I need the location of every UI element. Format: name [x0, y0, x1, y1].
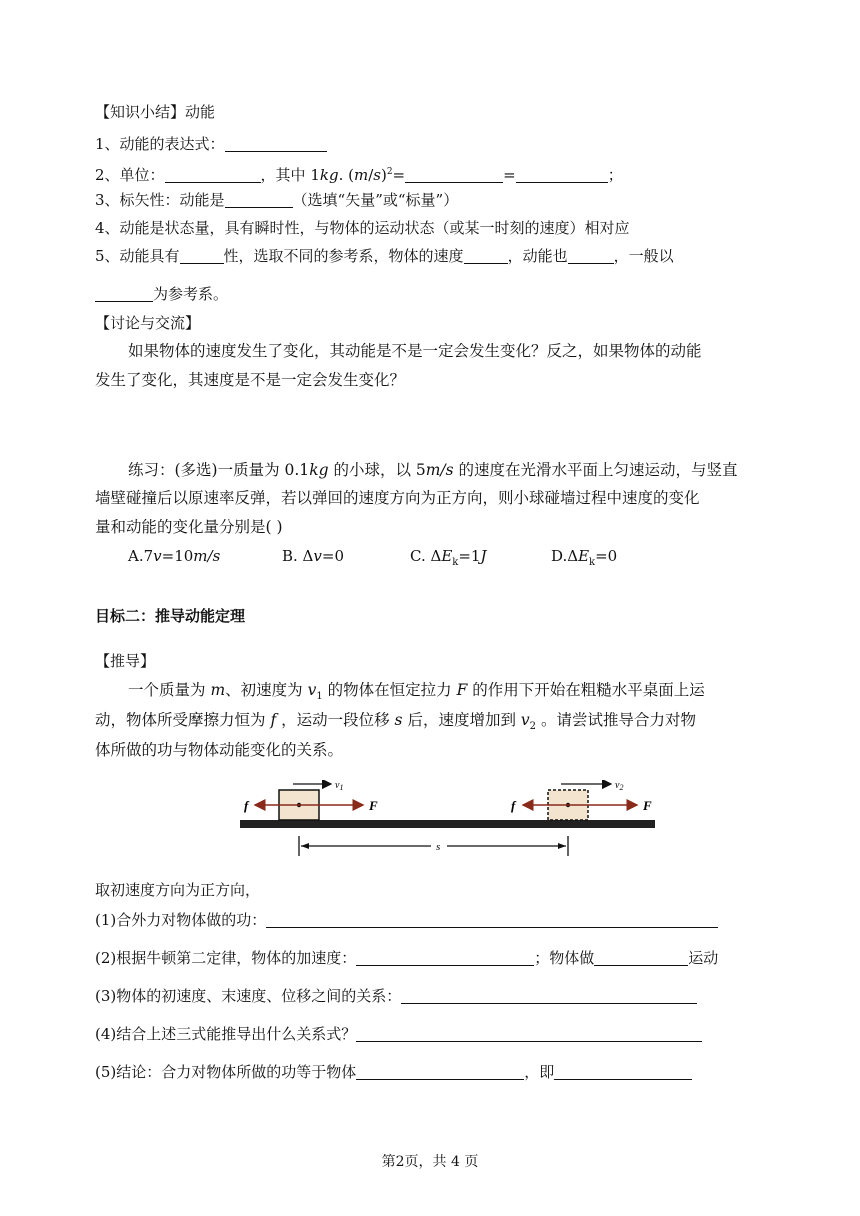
discussion-title: 【讨论与交流】 [95, 314, 201, 332]
opt-a-v: v [153, 547, 162, 565]
relation-blank[interactable] [356, 1027, 702, 1042]
summary-item-5-cont [95, 284, 228, 304]
item2-eq2: = [503, 166, 516, 184]
option-b[interactable] [282, 546, 344, 566]
step1-text: (1)合外力对物体做的功： [95, 911, 267, 929]
summary-title: 【知识小结】动能 [95, 103, 216, 121]
item5-text-a: 5、动能具有 [95, 247, 180, 265]
step2-text-b: ；物体做 [534, 949, 595, 967]
scalar-vector-blank[interactable] [225, 193, 293, 208]
work-blank[interactable] [266, 913, 718, 928]
kinematics-blank[interactable] [401, 989, 697, 1004]
item2-end: ； [607, 166, 623, 184]
v2-symbol: v [615, 780, 620, 791]
p1-m: m [210, 681, 226, 699]
derive-title: 【推导】 [95, 652, 156, 670]
kinetic-energy-blank[interactable] [568, 249, 614, 264]
opt-b-text: B. Δ [282, 547, 314, 565]
p2-d: 。请尝试推导合力对物 [536, 711, 696, 729]
ex-text-c: 的速度在光滑水平面上匀速运动，与竖直 [453, 461, 738, 479]
exercise-line-2: 墙壁碰撞后以原速率反弹，若以弹回的速度方向为正方向，则小球碰墙过程中速度的变化 [95, 489, 700, 507]
opt-c-text: C. Δ [410, 547, 442, 565]
item3-text-b: （选填“矢量”或“标量”） [292, 191, 459, 209]
velocity-blank[interactable] [464, 249, 508, 264]
summary-item-4: 4、动能是状态量，具有瞬时性，与物体的运动状态（或某一时刻的速度）相对应 [95, 219, 630, 237]
p2-v-sub: 2 [529, 721, 537, 733]
p1-a: 一个质量为 [128, 681, 211, 699]
reference-frame-blank[interactable] [95, 287, 153, 302]
p2-f: f [270, 711, 277, 729]
p1-b: 、初速度为 [225, 681, 308, 699]
derive-para-3: 体所做的功与物体动能变化的关系。 [95, 741, 344, 759]
summary-item-5 [95, 246, 674, 266]
item5-text-e: 为参考系。 [153, 285, 229, 303]
force-label-1: F [369, 798, 378, 813]
item2-sup: 2 [386, 167, 393, 177]
opt-c-e: E [441, 547, 453, 565]
step3-text: (3)物体的初速度、末速度、位移之间的关系： [95, 987, 402, 1005]
derive-para-1 [128, 680, 705, 707]
item1-text: 1、动能的表达式： [95, 135, 225, 153]
item5-text-d: ，一般以 [613, 247, 674, 265]
opt-c-text-b: =1 [458, 547, 481, 565]
step2-text-a: (2)根据牛顿第二定律，物体的加速度： [95, 949, 357, 967]
friction-label-1: f [244, 798, 249, 813]
relativity-blank[interactable] [180, 249, 224, 264]
p1-d: 的作用下开始在粗糙水平桌面上运 [467, 681, 705, 699]
step2-text-c: 运动 [688, 949, 719, 967]
p2-c: 后，速度增加到 [402, 711, 521, 729]
v2-sub: 2 [619, 783, 624, 792]
v1-symbol: v [335, 780, 340, 791]
displacement-label: s [436, 841, 441, 853]
step-2 [95, 948, 718, 968]
v1-sub: 1 [339, 783, 344, 792]
discussion-line-1: 如果物体的速度发生了变化，其动能是不是一定会发生变化？反之，如果物体的动能 [128, 342, 702, 360]
item2-text-a: 2、单位： [95, 166, 165, 184]
opt-d-text-b: =0 [595, 547, 618, 565]
opt-d-e: E [578, 547, 590, 565]
force-label-2: F [643, 798, 652, 813]
item2-s: s [373, 166, 381, 184]
summary-item-2 [95, 162, 623, 185]
unit-eq-blank-1[interactable] [405, 168, 503, 183]
p2-a: 动，物体所受摩擦力恒为 [95, 711, 271, 729]
p2-b: ，运动一段位移 [276, 711, 395, 729]
opt-b-v: v [313, 547, 322, 565]
item5-text-b: 性，选取不同的参考系，物体的速度 [223, 247, 464, 265]
item2-eq1: = [392, 166, 406, 184]
p2-s: s [394, 711, 403, 729]
item5-text-c: ，动能也 [507, 247, 568, 265]
step-5 [95, 1062, 692, 1082]
ex-ms: m/s [425, 461, 454, 479]
opt-a-text-b: =10 [161, 547, 194, 565]
step4-text: (4)结合上述三式能推导出什么关系式？ [95, 1025, 357, 1043]
disp-arrow-right [558, 843, 566, 849]
opt-c-j: J [480, 547, 487, 565]
step-4 [95, 1024, 702, 1044]
conclusion-blank-2[interactable] [554, 1065, 692, 1080]
v1-label [335, 780, 343, 792]
item2-slash: / [368, 166, 374, 184]
opt-a-ms: m/s [193, 547, 221, 565]
option-d[interactable] [551, 546, 617, 573]
opt-b-text-b: =0 [321, 547, 345, 565]
step5-text-b: ，即 [524, 1063, 555, 1081]
ex-kg: kg [309, 461, 329, 479]
goal2-title: 目标二：推导动能定理 [95, 607, 246, 625]
item2-paren: ) [380, 166, 387, 184]
opt-d-k: k [589, 557, 596, 568]
exercise-line-3: 量和动能的变化量分别是( ) [95, 518, 283, 536]
ex-text-a: 练习：(多选)一质量为 0.1 [128, 461, 310, 479]
expression-blank[interactable] [225, 137, 327, 152]
unit-blank[interactable] [165, 168, 261, 183]
ex-text-b: 的小球，以 5 [328, 461, 426, 479]
p1-F: F [456, 681, 468, 699]
disp-arrow-left [301, 843, 309, 849]
conclusion-blank-1[interactable] [356, 1065, 524, 1080]
p1-c: 的物体在恒定拉力 [322, 681, 457, 699]
v2-label [615, 780, 623, 792]
item2-text-b: ，其中 1 [260, 166, 320, 184]
opt-a-text: A.7 [128, 547, 154, 565]
item2-m: m [353, 166, 369, 184]
option-a[interactable] [128, 546, 220, 566]
motion-type-blank[interactable] [594, 951, 688, 966]
item2-text-c: . ( [338, 166, 354, 184]
derive-para-2 [95, 710, 696, 737]
page-footer: 第2页，共 4 页 [381, 1154, 479, 1170]
discussion-line-2: 发生了变化，其速度是不是一定会发生变化？ [95, 371, 406, 389]
motion-diagram [235, 780, 657, 862]
step5-text-a: (5)结论：合力对物体所做的功等于物体 [95, 1063, 357, 1081]
p1-v-sub: 1 [316, 691, 323, 703]
p2-v: v [520, 711, 530, 729]
summary-item-1 [95, 134, 327, 154]
friction-label-2: f [511, 798, 516, 813]
ground-surface [240, 820, 655, 828]
unit-eq-blank-2[interactable] [516, 168, 608, 183]
summary-item-3 [95, 190, 458, 210]
item3-text-a: 3、标矢性：动能是 [95, 191, 225, 209]
opt-c-k: k [452, 557, 459, 568]
acceleration-blank[interactable] [356, 951, 534, 966]
opt-d-text: D.Δ [551, 547, 579, 565]
item2-unit: kg [319, 166, 339, 184]
step-1 [95, 910, 718, 930]
exercise-line-1 [128, 460, 738, 480]
step-3 [95, 986, 697, 1006]
p1-v: v [307, 681, 317, 699]
option-c[interactable] [410, 546, 486, 573]
steps-intro: 取初速度方向为正方向， [95, 881, 261, 899]
